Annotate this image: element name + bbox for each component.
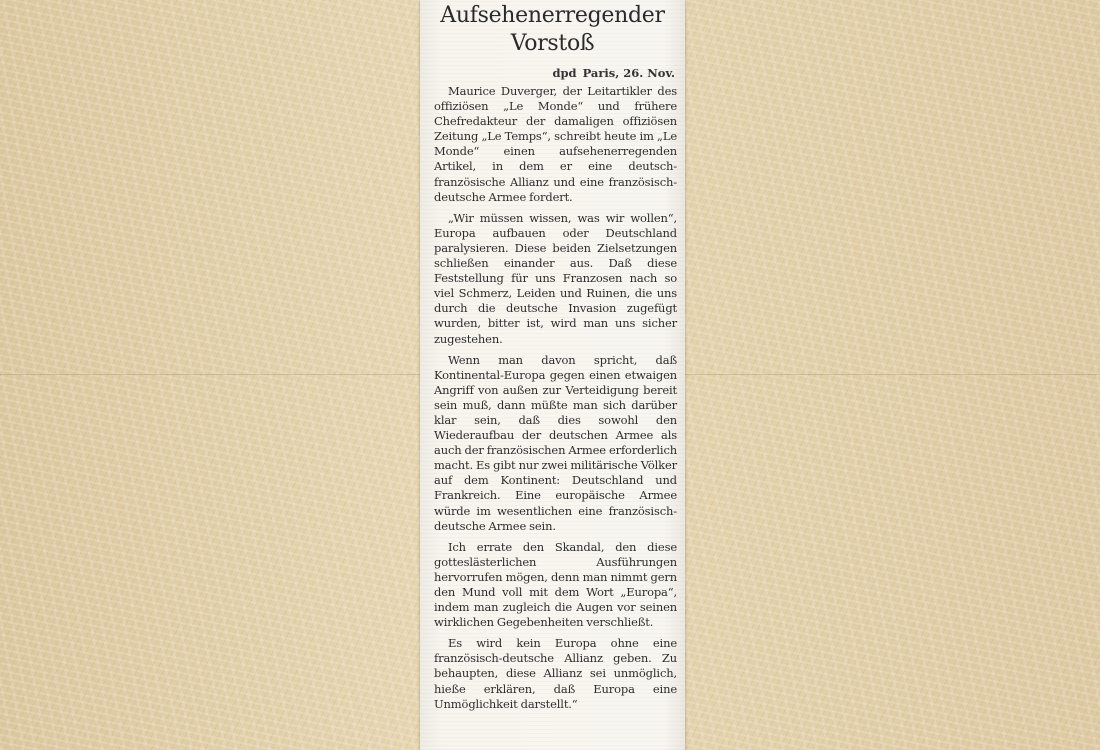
- dateline-place-date: Paris, 26. Nov.: [582, 66, 675, 80]
- headline-line-2: Vorstoß: [510, 31, 595, 56]
- article-dateline: [420, 66, 675, 80]
- headline-line-1: Aufsehenerregender: [440, 3, 665, 28]
- article-headline: [420, 2, 685, 58]
- article-paragraph-5: Es wird kein Europa ohne eine französisch-deutsche Allianz geben. Zu behaupten, diese Allianz sei unmöglich, hieße erklären, daß Europa eine Unmöglichkeit darstellt.“: [434, 636, 677, 711]
- newspaper-clipping: [420, 0, 685, 750]
- article-paragraph-2: „Wir müssen wissen, was wir wollen“, Europa aufbauen oder Deutschland paralysieren. Diese beiden Zielsetzungen schließen einander aus. Daß diese Feststellung für uns Franzosen nach so viel Schmerz, Leiden und Ruinen, die uns durch die deutsche Invasion zugefügt wurden, bitter ist, wird man uns sicher zugestehen.: [434, 210, 677, 346]
- article-paragraph-1: Maurice Duverger, der Leitartikler des offiziösen „Le Monde“ und frühere Chefredakteur der damaligen offiziösen Zeitung „Le Temps“, schreibt heute im „Le Monde“ einen aufsehenerregenden Artikel, in dem er eine deutsch-französische Allianz und eine französisch-deutsche Armee fordert.: [434, 84, 677, 204]
- article-paragraph-4: Ich errate den Skandal, den diese gotteslästerlichen Ausführungen hervorrufen mögen, denn man nimmt gern den Mund voll mit dem Wort „Europa“, indem man zugleich die Augen vor seinen wirklichen Gegebenheiten verschließt.: [434, 539, 677, 630]
- article-paragraph-3: Wenn man davon spricht, daß Kontinental-Europa gegen einen etwaigen Angriff von außen zur Verteidigung bereit sein muß, dann müßte man sich darüber klar sein, daß dies sowohl den Wiederaufbau der deutschen Armee als auch der französischen Armee erforderlich macht. Es gibt nur zwei militärische Völker auf dem Kontinent: Deutschland und Frankreich. Eine europäische Armee würde im wesentlichen eine französisch-deutsche Armee sein.: [434, 352, 677, 533]
- article-body: [420, 84, 685, 712]
- news-agency: dpd: [552, 66, 577, 80]
